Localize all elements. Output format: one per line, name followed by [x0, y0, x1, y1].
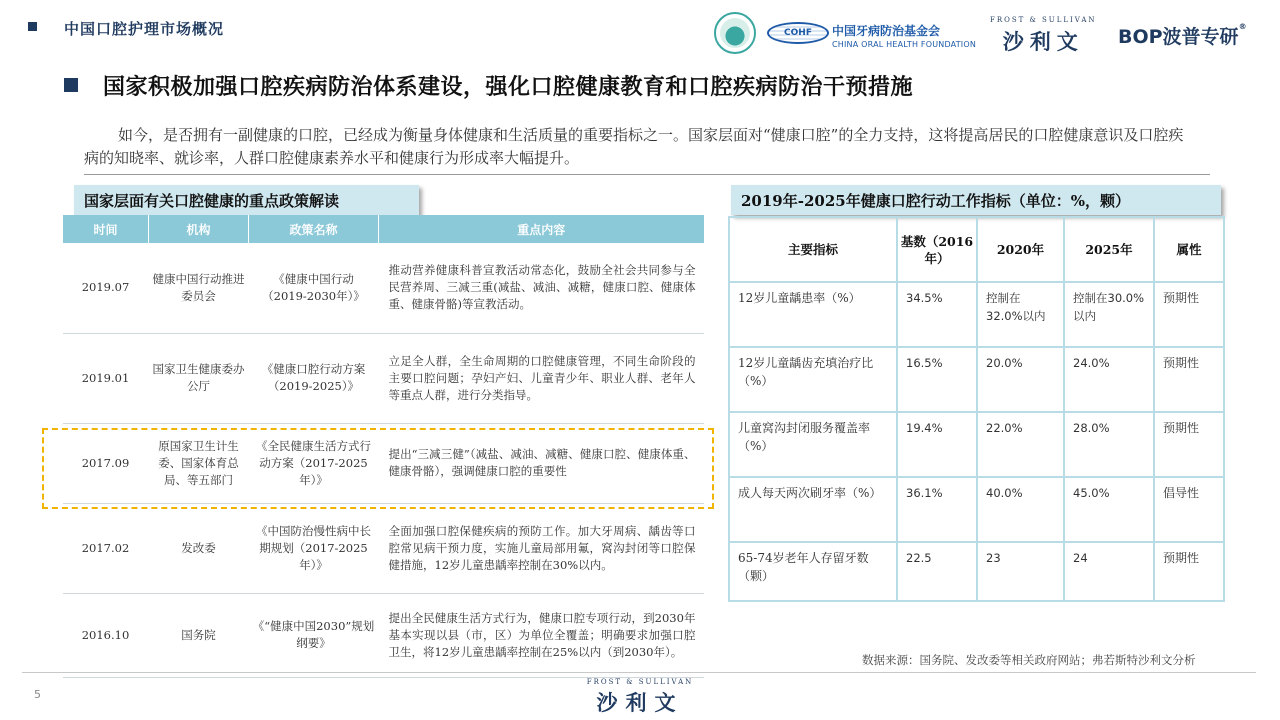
metric-2020: 20.0%	[977, 347, 1064, 412]
metric-base: 16.5%	[897, 347, 977, 412]
metric-indicator: 成人每天两次刷牙率（%）	[729, 477, 897, 542]
metrics-table	[728, 216, 1225, 602]
table-row	[63, 503, 704, 593]
col-header-attr: 属性	[1154, 217, 1224, 282]
metric-2025: 24.0%	[1064, 347, 1154, 412]
metric-base: 34.5%	[897, 282, 977, 347]
table-row	[729, 347, 1224, 412]
metric-2025: 24	[1064, 542, 1154, 601]
policy-content: 提出全民健康生活方式行为，健康口腔专项行动，到2030年基本实现以县（市，区）为单位全覆盖；明确要求加强口腔卫生，将12岁儿童患龋率控制在25%以内（到2030年）。	[379, 593, 704, 677]
table-row	[729, 412, 1224, 477]
metric-2025: 控制在30.0%以内	[1064, 282, 1154, 347]
col-header-org: 机构	[149, 215, 249, 243]
frost-sullivan-logo	[990, 16, 1097, 56]
col-header-time: 时间	[63, 215, 149, 243]
metric-indicator: 12岁儿童龋患率（%）	[729, 282, 897, 347]
policy-time: 2019.07	[63, 243, 149, 333]
title-marker	[64, 78, 78, 92]
col-header-base: 基数（2016年）	[897, 217, 977, 282]
policy-content: 全面加强口腔保健疾病的预防工作。加大牙周病、龋齿等口腔常见病干预力度，实施儿童局部用氟，窝沟封闭等口腔保健措施，12岁儿童患龋率控制在30%以内。	[379, 503, 704, 593]
col-header-2020: 2020年	[977, 217, 1064, 282]
policy-time: 2016.10	[63, 593, 149, 677]
metric-attr: 预期性	[1154, 347, 1224, 412]
policy-time: 2019.01	[63, 333, 149, 423]
intro-divider	[84, 174, 1210, 175]
metric-attr: 预期性	[1154, 542, 1224, 601]
policy-org: 国务院	[149, 593, 249, 677]
cohf-logo: COHF	[767, 22, 829, 44]
metric-2020: 22.0%	[977, 412, 1064, 477]
policy-name: 《全民健康生活方式行动方案（2017-2025年）》	[249, 423, 379, 503]
metric-2025: 45.0%	[1064, 477, 1154, 542]
metric-2020: 控制在32.0%以内	[977, 282, 1064, 347]
metric-indicator: 12岁儿童龋齿充填治疗比（%）	[729, 347, 897, 412]
metric-base: 19.4%	[897, 412, 977, 477]
registered-mark: ®	[1238, 22, 1247, 31]
policy-org: 健康中国行动推进委员会	[149, 243, 249, 333]
col-header-indicator: 主要指标	[729, 217, 897, 282]
metrics-section-label: 2019年-2025年健康口腔行动工作指标（单位：%，颗）	[731, 185, 1221, 215]
policy-time: 2017.02	[63, 503, 149, 593]
col-header-name: 政策名称	[249, 215, 379, 243]
col-header-2025: 2025年	[1064, 217, 1154, 282]
metric-base: 36.1%	[897, 477, 977, 542]
frost-sullivan-logo-cn: 沙利文	[1002, 29, 1084, 54]
policy-name: 《“健康中国2030”规划纲要》	[249, 593, 379, 677]
page-title: 国家积极加强口腔疾病防治体系建设，强化口腔健康教育和口腔疾病防治干预措施	[103, 74, 914, 100]
policy-name: 《中国防治慢性病中长期规划（2017-2025年）》	[249, 503, 379, 593]
cohf-name-en: CHINA ORAL HEALTH FOUNDATION	[832, 40, 977, 49]
oral-health-seal-logo	[714, 12, 756, 54]
policy-time: 2017.09	[63, 423, 149, 503]
policy-content: 提出“三减三健”（减盐、减油、减糖、健康口腔、健康体重、健康骨骼），强调健康口腔的重要性	[379, 423, 704, 503]
policy-table	[62, 215, 704, 678]
data-source-note: 数据来源：国务院、发改委等相关政府网站；弗若斯特沙利文分析	[862, 653, 1196, 667]
policy-name: 《健康口腔行动方案（2019-2025）》	[249, 333, 379, 423]
footer-logo-cn: 沙利文	[596, 690, 684, 715]
cohf-logo-text	[832, 22, 976, 49]
table-row	[729, 477, 1224, 542]
policy-content: 推动营养健康科普宣教活动常态化，鼓励全社会共同参与全民营养周、三减三重(减盐、减油、减糖，健康口腔、健康体重、健康骨骼)等宣教活动。	[379, 243, 704, 333]
metric-attr: 预期性	[1154, 282, 1224, 347]
bop-logo	[1118, 22, 1247, 49]
footer-logo-en: FROST & SULLIVAN	[586, 678, 694, 686]
footer-divider	[22, 672, 1256, 673]
table-row	[63, 243, 704, 333]
table-row-highlighted	[63, 423, 704, 503]
metric-2025: 28.0%	[1064, 412, 1154, 477]
footer-logo	[572, 678, 708, 717]
policy-org: 国家卫生健康委办公厅	[149, 333, 249, 423]
table-row	[729, 282, 1224, 347]
cohf-name-cn: 中国牙病防治基金会	[832, 24, 941, 38]
metric-base: 22.5	[897, 542, 977, 601]
header-marker	[28, 22, 37, 31]
page-number: 5	[34, 688, 41, 701]
metric-indicator: 儿童窝沟封闭服务覆盖率（%）	[729, 412, 897, 477]
intro-paragraph: 如今，是否拥有一副健康的口腔，已经成为衡量身体健康和生活质量的重要指标之一。国家层面对“健康口腔”的全力支持，这将提高居民的口腔健康意识及口腔疾病的知晓率、就诊率，人群口腔健康素养水平和健康行为形成率大幅提升。	[84, 126, 1184, 167]
frost-sullivan-logo-en: FROST & SULLIVAN	[990, 16, 1097, 24]
metrics-table-header	[729, 217, 1224, 282]
bop-logo-text: BOP波普专研	[1118, 26, 1239, 48]
metric-2020: 40.0%	[977, 477, 1064, 542]
policy-content: 立足全人群，全生命周期的口腔健康管理，不同生命阶段的主要口腔问题；孕妇产妇、儿童青少年、职业人群、老年人等重点人群，进行分类指导。	[379, 333, 704, 423]
policy-table-header	[63, 215, 704, 243]
table-row	[729, 542, 1224, 601]
metric-attr: 倡导性	[1154, 477, 1224, 542]
metric-2020: 23	[977, 542, 1064, 601]
logo-bar	[712, 12, 1252, 56]
col-header-content: 重点内容	[379, 215, 704, 243]
table-row	[63, 593, 704, 677]
policy-name: 《健康中国行动（2019-2030年）》	[249, 243, 379, 333]
policy-section-label: 国家层面有关口腔健康的重点政策解读	[74, 185, 419, 215]
table-row	[63, 333, 704, 423]
section-title: 中国口腔护理市场概况	[64, 20, 225, 38]
metric-attr: 预期性	[1154, 412, 1224, 477]
policy-org: 发改委	[149, 503, 249, 593]
policy-org: 原国家卫生计生委、国家体育总局、等五部门	[149, 423, 249, 503]
metric-indicator: 65-74岁老年人存留牙数（颗）	[729, 542, 897, 601]
